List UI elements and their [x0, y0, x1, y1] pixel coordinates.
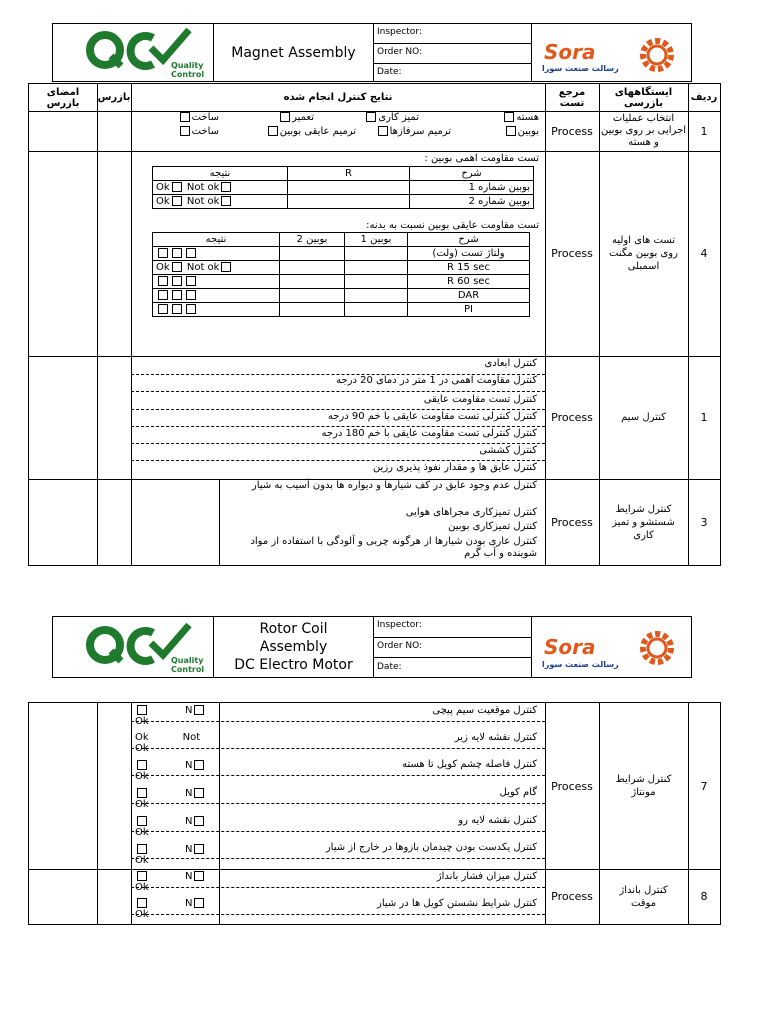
check-item: کنترل عدم وجود عایق در کف شیارها و دیواره ها بدون آسیب به شیار — [251, 480, 537, 491]
check-item: کنترل مقاومت اهمی در 1 متر در دمای 20 درجه — [336, 375, 537, 386]
option-core[interactable]: هسته — [502, 112, 539, 123]
ohmic-test-table — [152, 166, 534, 209]
check-item: کنترل میزان فشار بانداژ — [436, 871, 537, 882]
banding-checks — [131, 869, 545, 924]
date-label: Date: — [377, 662, 402, 672]
logo-text: Quality Control — [171, 656, 205, 674]
option-insulation-repair[interactable]: ترمیم عایقی بوبین — [266, 126, 356, 137]
col-inspector: بازرس — [97, 92, 131, 103]
bobbin2-header: بوبین 2 — [280, 233, 345, 247]
inspector-label: Inspector: — [377, 620, 422, 630]
inspector-label: Inspector: — [377, 27, 422, 37]
station-name: کنترل شرایط شستشو و تمیز کاری — [612, 503, 675, 541]
value-cell[interactable] — [345, 303, 408, 317]
ok-not-check[interactable]: N Ok — [135, 844, 206, 866]
gear-icon — [634, 32, 680, 78]
value-cell[interactable] — [280, 303, 345, 317]
form1-header — [52, 23, 692, 82]
option-lead-repair[interactable]: ترمیم سرفازها — [376, 126, 451, 137]
check-item: کنترل نقشه لایه رو — [458, 815, 537, 826]
check-item: کنترل فاصله چشم کویل تا هسته — [402, 759, 537, 770]
test-voltage: ولتاژ تست (ولت) — [408, 247, 530, 261]
station-name: کنترل بانداژ موقت — [619, 884, 668, 909]
ref-process: Process — [551, 411, 593, 424]
check-item: کنترل نقشه لایه زیر — [454, 732, 537, 743]
value-cell[interactable] — [345, 261, 408, 275]
station-name: کنترل سیم — [621, 412, 666, 423]
ok-notok-cell[interactable] — [153, 303, 280, 317]
ok-not-check[interactable]: N Ok — [135, 705, 206, 727]
check-item: کنترل عاری بودن شیارها از هرگونه چربی و آلودگی با استفاده از مواد شوینده و آب گرم — [250, 536, 537, 559]
check-item: کنترل تمیزکاری بوبین — [448, 521, 537, 532]
bobbin-2: بوبین شماره 2 — [410, 195, 534, 209]
ref-process: Process — [551, 247, 593, 260]
ref-process: Process — [551, 779, 593, 793]
ok-notok-cell[interactable]: Ok Not ok — [153, 261, 280, 275]
r-header: R — [288, 167, 410, 181]
col-sign: امضای بازرس — [46, 86, 80, 109]
value-cell[interactable] — [280, 275, 345, 289]
order-label: Order NO: — [377, 47, 423, 57]
bobbin-1: بوبین شماره 1 — [410, 181, 534, 195]
check-item: گام کویل — [499, 787, 537, 798]
wire-checks — [131, 356, 545, 479]
check-item: کنترل کششی — [479, 445, 537, 456]
ref-process: Process — [551, 890, 593, 903]
ref-process: Process — [551, 515, 593, 529]
gear-icon — [634, 625, 680, 671]
station-name: کنترل شرایط مونتاژ — [615, 774, 672, 798]
check-item: کنترل شرایط نشستن کویل ها در شیار — [376, 898, 537, 909]
ok-not-check[interactable]: N Ok — [135, 898, 206, 920]
date-label: Date: — [377, 67, 402, 77]
check-item: کنترل کنترلی تست مقاومت عایقی با خم 90 درجه — [327, 411, 537, 422]
ok-notok-cell[interactable]: Ok Not ok — [153, 195, 288, 209]
check-item: کنترل ابعادی — [484, 358, 537, 369]
check-item: کنترل تست مقاومت عایقی — [423, 394, 537, 405]
dar: DAR — [408, 289, 530, 303]
ok-notok-cell[interactable] — [153, 289, 280, 303]
col-station: ایستگاههای بازرسی — [614, 86, 673, 109]
cleaning-checks — [219, 479, 545, 565]
check-item: کنترل عایق ها و مقدار نفوذ پذیری رزین — [372, 462, 537, 473]
ok-not-check[interactable]: N Ok — [135, 760, 206, 782]
assembly-checks — [131, 703, 545, 869]
qc-logo — [53, 617, 213, 677]
r15: R 15 sec — [408, 261, 530, 275]
value-cell[interactable] — [345, 275, 408, 289]
option-build-2[interactable]: ساخت — [178, 126, 219, 137]
ok-not-check[interactable]: Ok Not Ok — [135, 732, 201, 754]
ok-not-check[interactable]: N Ok — [135, 788, 206, 810]
form-title: Rotor Coil Assembly DC Electro Motor — [213, 617, 373, 677]
ok-notok-cell[interactable] — [153, 275, 280, 289]
form1-table — [28, 83, 721, 566]
ok-notok-cell[interactable] — [153, 247, 280, 261]
insulation-test-title: تست مقاومت عایقی بوبین نسبت به بدنه: — [366, 220, 539, 231]
col-row: ردیف — [690, 92, 718, 103]
option-bobbin[interactable]: بوبین — [504, 126, 539, 137]
check-item: کنترل تمیزکاری مجراهای هوایی — [405, 507, 537, 518]
ok-notok-cell[interactable]: Ok Not ok — [153, 181, 288, 195]
row-number: 4 — [700, 247, 708, 260]
value-cell[interactable] — [280, 261, 345, 275]
form2-header — [52, 616, 692, 678]
col-ref: مرجع تست — [558, 86, 586, 109]
check-item: کنترل کنترلی تست مقاومت عایقی با خم 180 درجه — [321, 428, 537, 439]
bobbin1-header: بوبین 1 — [345, 233, 408, 247]
result-header: نتیجه — [153, 233, 280, 247]
result-header: نتیجه — [153, 167, 288, 181]
form2-table — [28, 702, 721, 925]
form-title: Magnet Assembly — [213, 24, 373, 81]
ref-process: Process — [551, 124, 593, 138]
order-label: Order NO: — [377, 641, 423, 651]
ok-not-check[interactable]: N Ok — [135, 816, 206, 838]
value-cell[interactable] — [345, 289, 408, 303]
value-cell[interactable] — [280, 289, 345, 303]
row-number: 1 — [700, 411, 708, 424]
option-cleaning[interactable]: تمیز کاری — [364, 112, 419, 123]
option-build[interactable]: ساخت — [178, 112, 219, 123]
r-value[interactable] — [288, 195, 410, 209]
desc-header: شرح — [408, 233, 530, 247]
row-number: 3 — [700, 515, 708, 529]
value-cell[interactable] — [345, 247, 408, 261]
row-number: 8 — [700, 890, 708, 903]
sora-logo: Sora رسالت صنعت سورا — [531, 617, 691, 677]
ok-not-check[interactable]: N Ok — [135, 871, 206, 893]
pi: PI — [408, 303, 530, 317]
qc-logo — [53, 24, 213, 81]
station-name: انتخاب عملیات اجرایی بر روی بوبین و هسته — [600, 113, 687, 148]
option-repair[interactable]: تعمیر — [278, 112, 314, 123]
check-item: کنترل یکدست بودن چیدمان بازوها در خارج از شیار — [325, 842, 537, 853]
row-number: 7 — [700, 779, 708, 793]
row-number: 1 — [700, 124, 708, 138]
check-item: کنترل موقعیت سیم پیچی — [432, 705, 537, 716]
r-value[interactable] — [288, 181, 410, 195]
r60: R 60 sec — [408, 275, 530, 289]
insulation-test-table — [152, 232, 530, 317]
desc-header: شرح — [410, 167, 534, 181]
operation-options — [139, 112, 539, 150]
sora-logo: Sora رسالت صنعت سورا — [531, 24, 691, 81]
col-results: نتایج کنترل انجام شده — [283, 92, 393, 103]
logo-text: Quality Control — [171, 61, 205, 79]
value-cell[interactable] — [280, 247, 345, 261]
ohmic-test-title: تست مقاومت اهمی بوبین : — [424, 153, 539, 164]
station-name: تست های اولیه روی بوبین مگنت اسمبلی — [609, 235, 678, 272]
